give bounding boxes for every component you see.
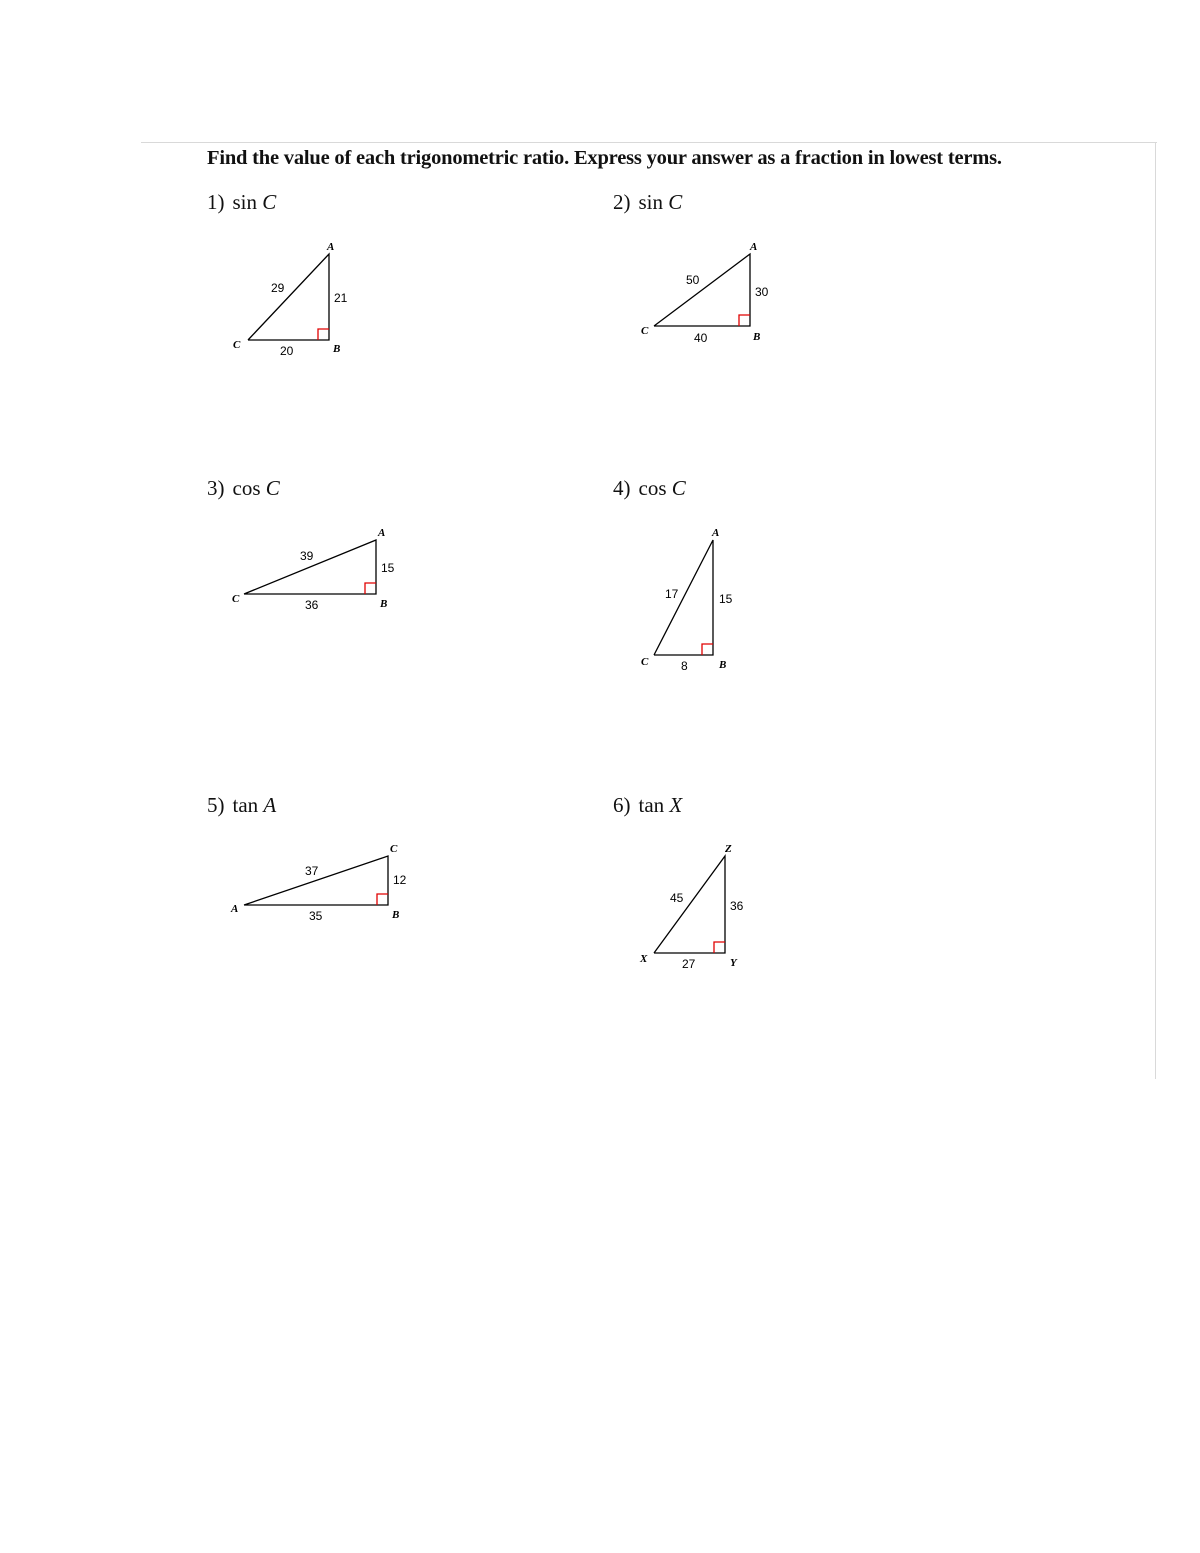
vertex-b-label: B xyxy=(753,331,761,343)
problem-number: 1) xyxy=(207,190,225,214)
vertical-leg-label: 12 xyxy=(393,873,407,887)
trig-function: tan xyxy=(232,793,259,817)
horizontal-leg-label: 27 xyxy=(682,957,696,971)
vertex-c-label: C xyxy=(641,325,649,337)
problem-number: 2) xyxy=(613,190,631,214)
vertical-leg-label: 15 xyxy=(719,592,733,606)
problem-number: 3) xyxy=(207,476,225,500)
vertex-a-label: A xyxy=(750,241,758,253)
triangle-sides xyxy=(654,856,725,953)
trig-function: sin xyxy=(638,190,664,214)
triangle-1 xyxy=(226,238,366,358)
horizontal-leg-label: 20 xyxy=(280,344,294,358)
vertex-z-label: Z xyxy=(725,843,732,855)
vertex-c-label: C xyxy=(390,843,398,855)
page-frame-right xyxy=(1155,142,1156,1079)
triangle-5 xyxy=(226,840,416,930)
right-angle-marker xyxy=(714,942,725,953)
vertex-b-label: B xyxy=(392,909,400,921)
triangle-4 xyxy=(636,524,766,679)
angle-name: C xyxy=(262,190,277,214)
vertex-c-label: C xyxy=(232,593,240,605)
problem-number: 4) xyxy=(613,476,631,500)
angle-name: C xyxy=(671,476,686,500)
angle-name: C xyxy=(668,190,683,214)
vertex-a-label: A xyxy=(231,903,239,915)
horizontal-leg-label: 40 xyxy=(694,331,708,345)
vertex-c-label: C xyxy=(233,339,241,351)
hypotenuse-label: 45 xyxy=(670,891,684,905)
hypotenuse-label: 29 xyxy=(271,281,285,295)
hypotenuse-label: 37 xyxy=(305,864,319,878)
horizontal-leg-label: 36 xyxy=(305,598,319,612)
vertex-a-label: A xyxy=(378,527,386,539)
right-angle-marker xyxy=(377,894,388,905)
problem-4-label xyxy=(613,476,686,501)
vertex-a-label: A xyxy=(712,527,720,539)
horizontal-leg-label: 8 xyxy=(681,659,688,673)
right-angle-marker xyxy=(739,315,750,326)
angle-name: A xyxy=(263,793,277,817)
trig-function: cos xyxy=(638,476,667,500)
hypotenuse-label: 39 xyxy=(300,549,314,563)
problem-6-label xyxy=(613,793,682,818)
instructions-heading: Find the value of each trigonometric ratio. Express your answer as a fraction in lowest terms. xyxy=(207,147,1002,169)
hypotenuse-label: 17 xyxy=(665,587,679,601)
triangle-6 xyxy=(636,840,766,975)
vertical-leg-label: 30 xyxy=(755,285,769,299)
horizontal-leg-label: 35 xyxy=(309,909,323,923)
vertex-x-label: X xyxy=(640,953,648,965)
triangle-sides xyxy=(654,540,713,655)
right-angle-marker xyxy=(365,583,376,594)
problem-1-label xyxy=(207,190,276,215)
vertical-leg-label: 36 xyxy=(730,899,744,913)
problem-5-label xyxy=(207,793,276,818)
right-angle-marker xyxy=(318,329,329,340)
problem-number: 6) xyxy=(613,793,631,817)
vertex-a-label: A xyxy=(327,241,335,253)
problem-2-label xyxy=(613,190,682,215)
vertex-b-label: B xyxy=(719,659,727,671)
triangle-3 xyxy=(226,524,416,619)
trig-function: cos xyxy=(232,476,261,500)
triangle-sides xyxy=(654,254,750,326)
problem-number: 5) xyxy=(207,793,225,817)
vertex-c-label: C xyxy=(641,656,649,668)
right-angle-marker xyxy=(702,644,713,655)
vertex-b-label: B xyxy=(380,598,388,610)
vertex-y-label: Y xyxy=(730,957,737,969)
vertex-b-label: B xyxy=(333,343,341,355)
hypotenuse-label: 50 xyxy=(686,273,700,287)
triangle-2 xyxy=(636,238,786,348)
trig-function: tan xyxy=(638,793,665,817)
problem-3-label xyxy=(207,476,280,501)
angle-name: C xyxy=(265,476,280,500)
trig-function: sin xyxy=(232,190,258,214)
triangle-sides xyxy=(248,254,329,340)
vertical-leg-label: 15 xyxy=(381,561,395,575)
vertical-leg-label: 21 xyxy=(334,291,348,305)
angle-name: X xyxy=(669,793,683,817)
page-frame-top xyxy=(141,142,1157,143)
